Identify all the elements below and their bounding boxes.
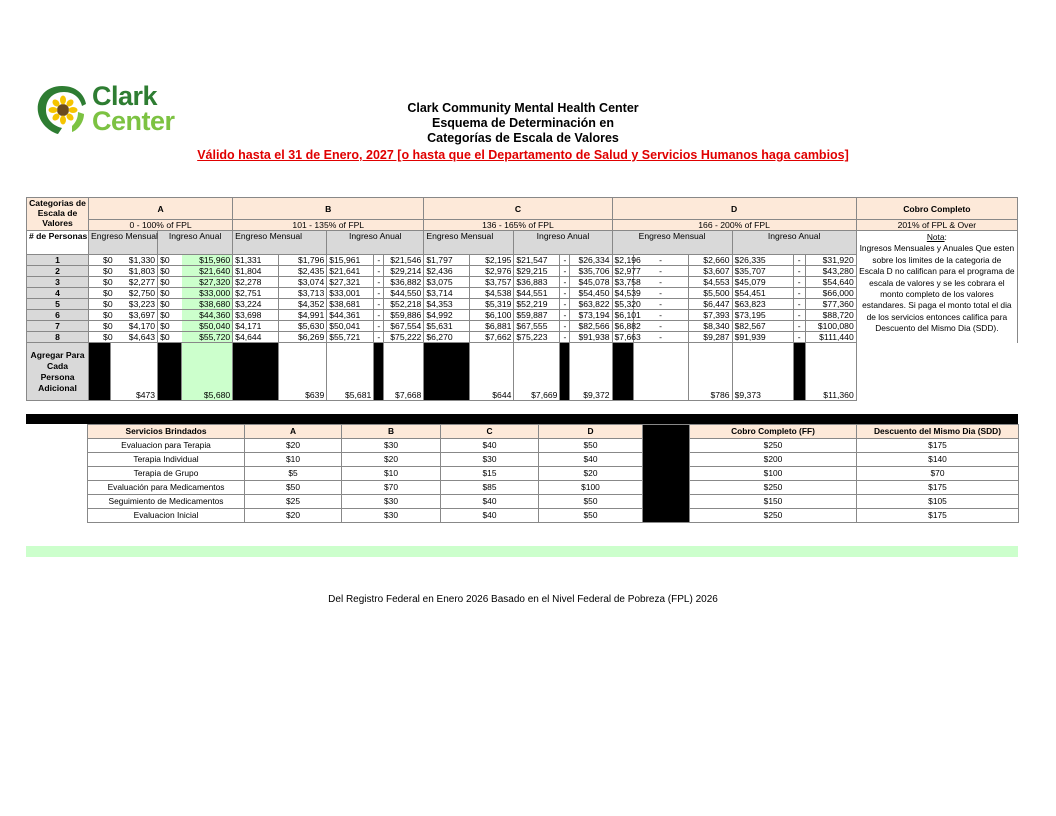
monthly-min-c: $3,075 <box>424 277 470 288</box>
monthly-max-d: $2,660 <box>688 255 732 266</box>
service-row <box>88 495 1019 509</box>
service-fee: $175 <box>857 481 1019 495</box>
range-dash: - <box>633 310 688 321</box>
annual-max-b: $44,550 <box>384 288 424 299</box>
title-line-3: Categorías de Escala de Valores <box>427 131 619 145</box>
range-dash: - <box>374 310 384 321</box>
monthly-max-b: $4,352 <box>279 299 327 310</box>
services-header-cell: Servicios Brindados <box>88 425 245 439</box>
service-fee: $100 <box>690 467 857 481</box>
monthly-min-c: $4,992 <box>424 310 470 321</box>
persons-count: 4 <box>27 288 89 299</box>
range-dash: - <box>633 266 688 277</box>
annual-min-d: $63,823 <box>732 299 793 310</box>
range-dash: - <box>793 299 805 310</box>
service-fee: $85 <box>441 481 539 495</box>
annual-min-b: $21,641 <box>327 266 374 277</box>
validity-notice: Válido hasta el 31 de Enero, 2027 [o hasta que el Departamento de Salud y Servicios Humanos haga cambios] <box>197 148 849 162</box>
service-name: Evaluación para Medicamentos <box>88 481 245 495</box>
monthly-min-c: $3,714 <box>424 288 470 299</box>
annual-max-b: $59,886 <box>384 310 424 321</box>
monthly-min-b: $2,751 <box>233 288 279 299</box>
monthly-income-header-b: Engreso Mensual <box>233 231 327 255</box>
monthly-min-b: $1,331 <box>233 255 279 266</box>
service-fee: $140 <box>857 453 1019 467</box>
range-dash: - <box>793 288 805 299</box>
annual-min-b: $50,041 <box>327 321 374 332</box>
monthly-max-b: $3,074 <box>279 277 327 288</box>
service-fee: $30 <box>342 495 441 509</box>
service-fee: $30 <box>441 453 539 467</box>
annual-max-a: $44,360 <box>182 310 233 321</box>
monthly-min-b: $3,224 <box>233 299 279 310</box>
persons-count: 5 <box>27 299 89 310</box>
service-fee: $50 <box>245 481 342 495</box>
persons-count: 6 <box>27 310 89 321</box>
annual-max-a: $15,960 <box>182 255 233 266</box>
annual-min-a: $0 <box>158 277 182 288</box>
annual-min-c: $59,887 <box>514 310 560 321</box>
monthly-min-d: $7,663 <box>612 332 633 343</box>
eligibility-note: Nota: Ingresos Mensuales y Anuales Que esten sobre los limites de la categoria de Escala D no califican para el programa de escala de valores y se les cobrara el monto completo de los valores estandares. Si paga el monto total el dia de los servicios entonces califica para Descuento del Mismo Dia (SDD). <box>856 231 1017 343</box>
services-header-cell: A <box>245 425 342 439</box>
range-dash: - <box>793 266 805 277</box>
category-b-header: B <box>233 198 424 220</box>
annual-min-c: $44,551 <box>514 288 560 299</box>
monthly-min-a: $0 <box>89 332 111 343</box>
note-text: Ingresos Mensuales y Anuales Que esten sobre los limites de la categoria de Escala D no califican para el programa de escala de valores y se les cobrara el monto completo de los valores estandares. Si paga el monto total el dia de los servicios entonces califica para Descuento del Mismo Dia (SDD). <box>859 243 1015 334</box>
range-dash: - <box>633 332 688 343</box>
range-dash: - <box>633 321 688 332</box>
monthly-max-c: $7,662 <box>470 332 514 343</box>
annual-max-b: $52,218 <box>384 299 424 310</box>
monthly-min-a: $0 <box>89 299 111 310</box>
monthly-max-d: $4,553 <box>688 277 732 288</box>
sliding-scale-table <box>26 197 1018 401</box>
range-dash: - <box>633 255 688 266</box>
range-dash: - <box>560 255 570 266</box>
monthly-min-b: $4,171 <box>233 321 279 332</box>
annual-max-d: $66,000 <box>805 288 856 299</box>
monthly-min-b: $4,644 <box>233 332 279 343</box>
service-name: Terapia Individual <box>88 453 245 467</box>
annual-min-b: $44,361 <box>327 310 374 321</box>
annual-min-c: $67,555 <box>514 321 560 332</box>
monthly-min-a: $0 <box>89 321 111 332</box>
monthly-max-c: $2,195 <box>470 255 514 266</box>
annual-max-c: $73,194 <box>570 310 612 321</box>
annual-max-d: $77,360 <box>805 299 856 310</box>
annual-max-a: $27,320 <box>182 277 233 288</box>
monthly-max-b: $2,435 <box>279 266 327 277</box>
annual-max-b: $36,882 <box>384 277 424 288</box>
category-c-header: C <box>424 198 612 220</box>
services-header-cell: Cobro Completo (FF) <box>690 425 857 439</box>
additional-monthly-a: $473 <box>111 343 158 401</box>
annual-max-d: $111,440 <box>805 332 856 343</box>
persons-count: 3 <box>27 277 89 288</box>
category-a-header: A <box>89 198 233 220</box>
green-divider <box>26 546 1018 557</box>
clark-center-logo <box>32 82 202 138</box>
persons-count: 1 <box>27 255 89 266</box>
services-header-cell: B <box>342 425 441 439</box>
service-fee: $40 <box>539 453 643 467</box>
additional-person-row <box>27 343 1018 401</box>
annual-max-b: $67,554 <box>384 321 424 332</box>
service-fee: $175 <box>857 509 1019 523</box>
monthly-max-d: $3,607 <box>688 266 732 277</box>
service-fee: $25 <box>245 495 342 509</box>
black-cell <box>158 343 182 401</box>
logo-word-clark: Clark <box>92 81 158 111</box>
annual-min-a: $0 <box>158 321 182 332</box>
annual-max-a: $33,000 <box>182 288 233 299</box>
range-dash: - <box>560 299 570 310</box>
black-cell <box>612 343 633 401</box>
monthly-max-a: $2,277 <box>111 277 158 288</box>
service-fee: $30 <box>342 509 441 523</box>
service-fee: $10 <box>342 467 441 481</box>
service-fee: $70 <box>857 467 1019 481</box>
fpl-range-full: 201% of FPL & Over <box>856 220 1017 231</box>
monthly-min-c: $5,631 <box>424 321 470 332</box>
monthly-min-c: $2,436 <box>424 266 470 277</box>
monthly-max-a: $1,330 <box>111 255 158 266</box>
range-dash: - <box>633 299 688 310</box>
service-name: Evaluacion Inicial <box>88 509 245 523</box>
service-fee: $20 <box>245 439 342 453</box>
additional-annual-max-d: $11,360 <box>805 343 856 401</box>
fpl-range-b: 101 - 135% of FPL <box>233 220 424 231</box>
black-divider <box>26 414 1018 424</box>
additional-annual-min-c: $7,669 <box>514 343 560 401</box>
service-row <box>88 439 1019 453</box>
monthly-max-b: $6,269 <box>279 332 327 343</box>
service-fee: $20 <box>342 453 441 467</box>
additional-monthly-c: $644 <box>470 343 514 401</box>
range-dash: - <box>560 321 570 332</box>
monthly-max-a: $3,697 <box>111 310 158 321</box>
monthly-max-b: $1,796 <box>279 255 327 266</box>
empty-cell <box>633 343 688 401</box>
monthly-max-b: $5,630 <box>279 321 327 332</box>
range-dash: - <box>633 277 688 288</box>
service-fee: $250 <box>690 439 857 453</box>
annual-income-header-b: Ingreso Anual <box>327 231 424 255</box>
annual-income-header-d: Ingreso Anual <box>732 231 856 255</box>
annual-min-d: $45,079 <box>732 277 793 288</box>
logo-word-center: Center <box>92 106 175 136</box>
annual-max-b: $21,546 <box>384 255 424 266</box>
monthly-max-a: $4,643 <box>111 332 158 343</box>
additional-person-label: Agregar Para Cada Persona Adicional <box>27 343 89 401</box>
monthly-min-d: $2,977 <box>612 266 633 277</box>
annual-min-b: $33,001 <box>327 288 374 299</box>
monthly-max-b: $4,991 <box>279 310 327 321</box>
range-dash: - <box>560 277 570 288</box>
range-dash: - <box>793 332 805 343</box>
services-header-cell: Descuento del Mismo Dia (SDD) <box>857 425 1019 439</box>
fpl-range-d: 166 - 200% of FPL <box>612 220 856 231</box>
monthly-min-a: $0 <box>89 277 111 288</box>
monthly-max-c: $2,976 <box>470 266 514 277</box>
monthly-min-d: $2,196 <box>612 255 633 266</box>
service-row <box>88 481 1019 495</box>
annual-max-c: $63,822 <box>570 299 612 310</box>
income-header-row <box>27 231 1018 255</box>
range-dash: - <box>374 288 384 299</box>
annual-min-a: $0 <box>158 299 182 310</box>
monthly-min-d: $5,320 <box>612 299 633 310</box>
sunflower-head-icon <box>32 82 92 138</box>
monthly-min-a: $0 <box>89 288 111 299</box>
service-name: Evaluacion para Terapia <box>88 439 245 453</box>
annual-min-a: $0 <box>158 332 182 343</box>
annual-min-d: $91,939 <box>732 332 793 343</box>
annual-min-c: $21,547 <box>514 255 560 266</box>
persons-header: # de Personas <box>27 231 89 255</box>
service-fee: $50 <box>539 495 643 509</box>
annual-max-d: $100,080 <box>805 321 856 332</box>
annual-min-a: $0 <box>158 255 182 266</box>
service-name: Seguimiento de Medicamentos <box>88 495 245 509</box>
monthly-min-d: $4,539 <box>612 288 633 299</box>
range-dash: - <box>793 255 805 266</box>
annual-min-b: $15,961 <box>327 255 374 266</box>
annual-min-d: $54,451 <box>732 288 793 299</box>
service-fee: $50 <box>539 509 643 523</box>
fpl-range-c: 136 - 165% of FPL <box>424 220 612 231</box>
range-dash: - <box>633 288 688 299</box>
monthly-min-b: $2,278 <box>233 277 279 288</box>
service-fee: $40 <box>441 509 539 523</box>
annual-min-c: $52,219 <box>514 299 560 310</box>
category-label: Categorias de Escala de Valores <box>27 198 89 231</box>
service-name: Terapia de Grupo <box>88 467 245 481</box>
additional-annual-max-c: $9,372 <box>570 343 612 401</box>
monthly-min-a: $0 <box>89 255 111 266</box>
additional-annual-min-d: $9,373 <box>732 343 793 401</box>
range-dash: - <box>560 310 570 321</box>
service-fee: $30 <box>342 439 441 453</box>
title-line-1: Clark Community Mental Health Center <box>407 101 639 115</box>
range-dash: - <box>374 277 384 288</box>
monthly-min-d: $3,758 <box>612 277 633 288</box>
service-fee: $15 <box>441 467 539 481</box>
service-fee: $10 <box>245 453 342 467</box>
service-fee: $100 <box>539 481 643 495</box>
category-d-header: D <box>612 198 856 220</box>
service-fee: $5 <box>245 467 342 481</box>
monthly-max-d: $6,447 <box>688 299 732 310</box>
monthly-max-c: $6,100 <box>470 310 514 321</box>
annual-max-b: $75,222 <box>384 332 424 343</box>
annual-min-a: $0 <box>158 266 182 277</box>
service-fee: $40 <box>441 439 539 453</box>
annual-max-d: $54,640 <box>805 277 856 288</box>
range-dash: - <box>560 332 570 343</box>
range-dash: - <box>560 288 570 299</box>
annual-min-a: $0 <box>158 310 182 321</box>
monthly-min-d: $6,882 <box>612 321 633 332</box>
annual-min-b: $55,721 <box>327 332 374 343</box>
monthly-max-a: $4,170 <box>111 321 158 332</box>
annual-income-header-a: Ingreso Anual <box>158 231 233 255</box>
service-fee: $175 <box>857 439 1019 453</box>
range-dash: - <box>793 277 805 288</box>
monthly-max-b: $3,713 <box>279 288 327 299</box>
range-dash: - <box>793 310 805 321</box>
additional-annual-min-b: $5,681 <box>327 343 374 401</box>
service-row <box>88 453 1019 467</box>
black-cell <box>424 343 470 401</box>
range-dash: - <box>374 299 384 310</box>
monthly-min-c: $1,797 <box>424 255 470 266</box>
monthly-max-c: $3,757 <box>470 277 514 288</box>
annual-min-c: $36,883 <box>514 277 560 288</box>
annual-max-d: $31,920 <box>805 255 856 266</box>
service-fee: $50 <box>539 439 643 453</box>
annual-min-b: $27,321 <box>327 277 374 288</box>
monthly-min-d: $6,101 <box>612 310 633 321</box>
monthly-min-b: $1,804 <box>233 266 279 277</box>
annual-min-d: $35,707 <box>732 266 793 277</box>
fpl-header-row <box>27 220 1018 231</box>
range-dash: - <box>793 321 805 332</box>
black-cell <box>374 343 384 401</box>
logo-wordmark <box>92 81 175 136</box>
annual-max-a: $50,040 <box>182 321 233 332</box>
black-cell <box>793 343 805 401</box>
annual-min-c: $29,215 <box>514 266 560 277</box>
monthly-max-d: $5,500 <box>688 288 732 299</box>
annual-max-a: $55,720 <box>182 332 233 343</box>
monthly-income-header-d: Engreso Mensual <box>612 231 732 255</box>
services-fee-table <box>87 424 1019 523</box>
annual-min-d: $73,195 <box>732 310 793 321</box>
annual-min-d: $82,567 <box>732 321 793 332</box>
annual-max-d: $43,280 <box>805 266 856 277</box>
service-fee: $200 <box>690 453 857 467</box>
black-cell <box>233 343 279 401</box>
additional-annual-max-b: $7,668 <box>384 343 424 401</box>
services-header-cell: D <box>539 425 643 439</box>
monthly-income-header-c: Engreso Mensual <box>424 231 514 255</box>
monthly-min-c: $6,270 <box>424 332 470 343</box>
service-row <box>88 467 1019 481</box>
persons-count: 7 <box>27 321 89 332</box>
annual-max-b: $29,214 <box>384 266 424 277</box>
monthly-income-header-a: Engreso Mensual <box>89 231 158 255</box>
annual-max-c: $91,938 <box>570 332 612 343</box>
black-column <box>643 425 690 523</box>
service-fee: $250 <box>690 481 857 495</box>
annual-min-c: $75,223 <box>514 332 560 343</box>
monthly-max-c: $4,538 <box>470 288 514 299</box>
annual-income-header-c: Ingreso Anual <box>514 231 612 255</box>
service-row <box>88 509 1019 523</box>
additional-monthly-b: $639 <box>279 343 327 401</box>
service-fee: $70 <box>342 481 441 495</box>
annual-min-d: $26,335 <box>732 255 793 266</box>
monthly-max-d: $9,287 <box>688 332 732 343</box>
persons-count: 2 <box>27 266 89 277</box>
fpl-range-a: 0 - 100% of FPL <box>89 220 233 231</box>
monthly-max-a: $1,803 <box>111 266 158 277</box>
service-fee: $20 <box>245 509 342 523</box>
additional-monthly-d: $786 <box>688 343 732 401</box>
service-fee: $105 <box>857 495 1019 509</box>
additional-annual-a: $5,680 <box>182 343 233 401</box>
range-dash: - <box>374 321 384 332</box>
annual-max-c: $35,706 <box>570 266 612 277</box>
persons-count: 8 <box>27 332 89 343</box>
annual-max-a: $38,680 <box>182 299 233 310</box>
monthly-min-a: $0 <box>89 266 111 277</box>
full-charge-header: Cobro Completo <box>856 198 1017 220</box>
monthly-min-c: $4,353 <box>424 299 470 310</box>
annual-min-a: $0 <box>158 288 182 299</box>
annual-max-a: $21,640 <box>182 266 233 277</box>
range-dash: - <box>374 266 384 277</box>
service-fee: $250 <box>690 509 857 523</box>
annual-max-c: $26,334 <box>570 255 612 266</box>
monthly-min-a: $0 <box>89 310 111 321</box>
category-header-row <box>27 198 1018 220</box>
monthly-max-c: $5,319 <box>470 299 514 310</box>
title-line-2: Esquema de Determinación en <box>431 116 614 130</box>
services-header-cell: C <box>441 425 539 439</box>
annual-max-c: $54,450 <box>570 288 612 299</box>
black-cell <box>89 343 111 401</box>
monthly-max-a: $2,750 <box>111 288 158 299</box>
range-dash: - <box>560 266 570 277</box>
range-dash: - <box>374 332 384 343</box>
black-cell <box>560 343 570 401</box>
monthly-min-b: $3,698 <box>233 310 279 321</box>
note-label: Nota <box>926 232 945 242</box>
annual-max-c: $82,566 <box>570 321 612 332</box>
monthly-max-d: $7,393 <box>688 310 732 321</box>
annual-max-c: $45,078 <box>570 277 612 288</box>
service-fee: $150 <box>690 495 857 509</box>
service-fee: $40 <box>441 495 539 509</box>
fpl-source-note: Del Registro Federal en Enero 2026 Basado en el Nivel Federal de Pobreza (FPL) 2026 <box>328 594 718 605</box>
monthly-max-d: $8,340 <box>688 321 732 332</box>
services-header-row <box>88 425 1019 439</box>
service-fee: $20 <box>539 467 643 481</box>
monthly-max-c: $6,881 <box>470 321 514 332</box>
monthly-max-a: $3,223 <box>111 299 158 310</box>
annual-max-d: $88,720 <box>805 310 856 321</box>
range-dash: - <box>374 255 384 266</box>
annual-min-b: $38,681 <box>327 299 374 310</box>
